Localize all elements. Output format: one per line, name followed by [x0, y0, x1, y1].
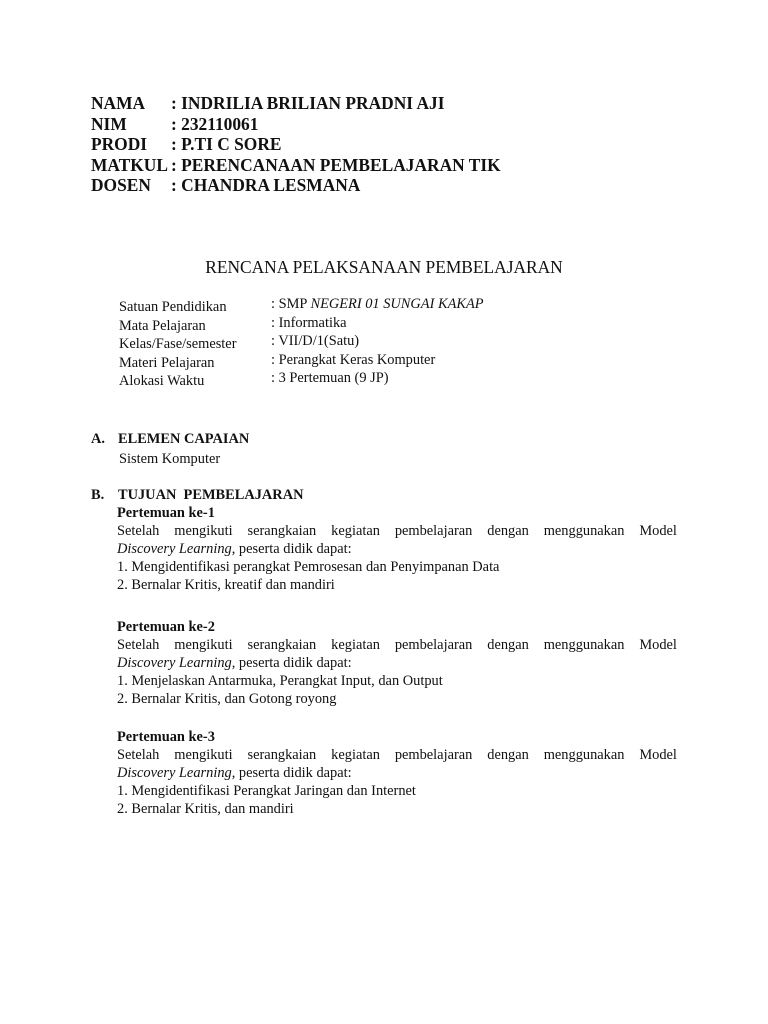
info-value: : Perangkat Keras Komputer [271, 351, 436, 368]
identity-row-name [91, 93, 691, 114]
intro-word: Model [639, 637, 677, 653]
intro-word: menggunakan [543, 637, 625, 653]
info-row-satuan-pendidikan [119, 296, 679, 315]
info-label: Kelas/Fase/semester [119, 336, 237, 352]
intro-word: serangkaian [247, 747, 317, 763]
identity-row-matkul [91, 155, 691, 176]
intro-word: Model [639, 523, 677, 539]
objective-item: 2. Bernalar Kritis, dan Gotong royong [117, 691, 337, 707]
section-title: ELEMEN CAPAIAN [118, 431, 250, 447]
identity-row-dosen [91, 175, 691, 196]
intro-word: kegiatan [331, 637, 380, 653]
meeting-intro-continuation [117, 654, 677, 672]
identity-label: NAMA [91, 93, 146, 113]
meeting-intro-continuation [117, 764, 677, 782]
intro-word: kegiatan [331, 523, 380, 539]
info-value: : Informatika [271, 314, 347, 331]
info-value: : VII/D/1(Satu) [271, 333, 360, 349]
method-name: Discovery Learning [117, 541, 232, 557]
identity-row-prodi [91, 134, 691, 155]
intro-rest: , peserta didik dapat: [231, 655, 352, 671]
intro-word: Setelah [117, 637, 160, 653]
method-name: Discovery Learning [117, 655, 232, 671]
info-label: Mata Pelajaran [119, 317, 206, 334]
info-label: Materi Pelajaran [119, 354, 215, 371]
section-title: TUJUAN PEMBELAJARAN [118, 487, 304, 503]
meeting-intro-line [117, 746, 677, 764]
intro-word: Setelah [117, 747, 160, 763]
intro-word: kegiatan [331, 747, 380, 763]
identity-label: PRODI [91, 134, 148, 155]
info-row-alokasi-waktu [119, 370, 679, 389]
identity-row-nim [91, 114, 691, 135]
identity-value: : CHANDRA LESMANA [171, 175, 361, 196]
intro-word: dengan [487, 637, 529, 653]
intro-word: serangkaian [247, 523, 317, 539]
objective-item: 1. Mengidentifikasi perangkat Pemrosesan dan Penyimpanan Data [117, 559, 500, 575]
meeting-title: Pertemuan ke-1 [117, 505, 215, 521]
intro-rest: , peserta didik dapat: [231, 765, 352, 781]
identity-value: : P.TI C SORE [171, 134, 282, 155]
meeting-intro-line [117, 522, 677, 540]
identity-value: : INDRILIA BRILIAN PRADNI AJI [171, 93, 445, 113]
intro-word: menggunakan [543, 747, 625, 763]
lesson-info-table [119, 296, 679, 389]
intro-rest: , peserta didik dapat: [231, 541, 352, 557]
intro-word: mengikuti [174, 637, 233, 653]
info-value-italic: NEGERI 01 SUNGAI KAKAP [310, 296, 484, 312]
meeting-intro-continuation [117, 540, 677, 558]
info-value: : 3 Pertemuan (9 JP) [271, 370, 389, 386]
identity-label: DOSEN [91, 175, 151, 196]
intro-word: mengikuti [174, 747, 233, 763]
info-row-materi [119, 352, 679, 371]
intro-word: Model [639, 747, 677, 763]
intro-word: pembelajaran [394, 523, 473, 539]
meeting-2-block [117, 618, 677, 708]
info-label: Alokasi Waktu [119, 373, 205, 389]
intro-word: dengan [487, 747, 529, 763]
identity-label: MATKUL [91, 154, 168, 175]
identity-value: : PERENCANAAN PEMBELAJARAN TIK [171, 154, 501, 175]
document-title: RENCANA PELAKSANAAN PEMBELAJARAN [205, 257, 563, 277]
info-row-mata-pelajaran [119, 315, 679, 334]
objective-item: 2. Bernalar Kritis, kreatif dan mandiri [117, 577, 335, 593]
identity-label: NIM [91, 113, 127, 134]
info-label: Satuan Pendidikan [119, 299, 227, 315]
objective-item: 2. Bernalar Kritis, dan mandiri [117, 801, 294, 817]
section-b-heading [91, 486, 303, 504]
info-value [271, 295, 484, 314]
identity-value: : 232110061 [171, 113, 259, 134]
section-a-content: Sistem Komputer [119, 451, 221, 467]
student-identity-block [91, 93, 691, 196]
intro-word: pembelajaran [394, 747, 473, 763]
method-name: Discovery Learning [117, 765, 232, 781]
meeting-intro-line [117, 636, 677, 654]
objective-item: 1. Menjelaskan Antarmuka, Perangkat Input, dan Output [117, 673, 443, 689]
meeting-title: Pertemuan ke-2 [117, 619, 215, 635]
section-letter: A. [91, 431, 105, 447]
info-value-prefix: : SMP [271, 296, 311, 312]
intro-word: menggunakan [543, 523, 625, 539]
intro-word: serangkaian [247, 637, 317, 653]
meeting-3-block [117, 728, 677, 818]
info-row-kelas [119, 333, 679, 352]
meeting-title: Pertemuan ke-3 [117, 729, 215, 745]
intro-word: Setelah [117, 523, 160, 539]
intro-word: mengikuti [174, 523, 233, 539]
intro-word: pembelajaran [394, 637, 473, 653]
section-a-heading [91, 430, 249, 448]
meeting-1-block [117, 504, 677, 594]
intro-word: dengan [487, 523, 529, 539]
section-letter: B. [91, 487, 105, 503]
objective-item: 1. Mengidentifikasi Perangkat Jaringan dan Internet [117, 783, 416, 799]
